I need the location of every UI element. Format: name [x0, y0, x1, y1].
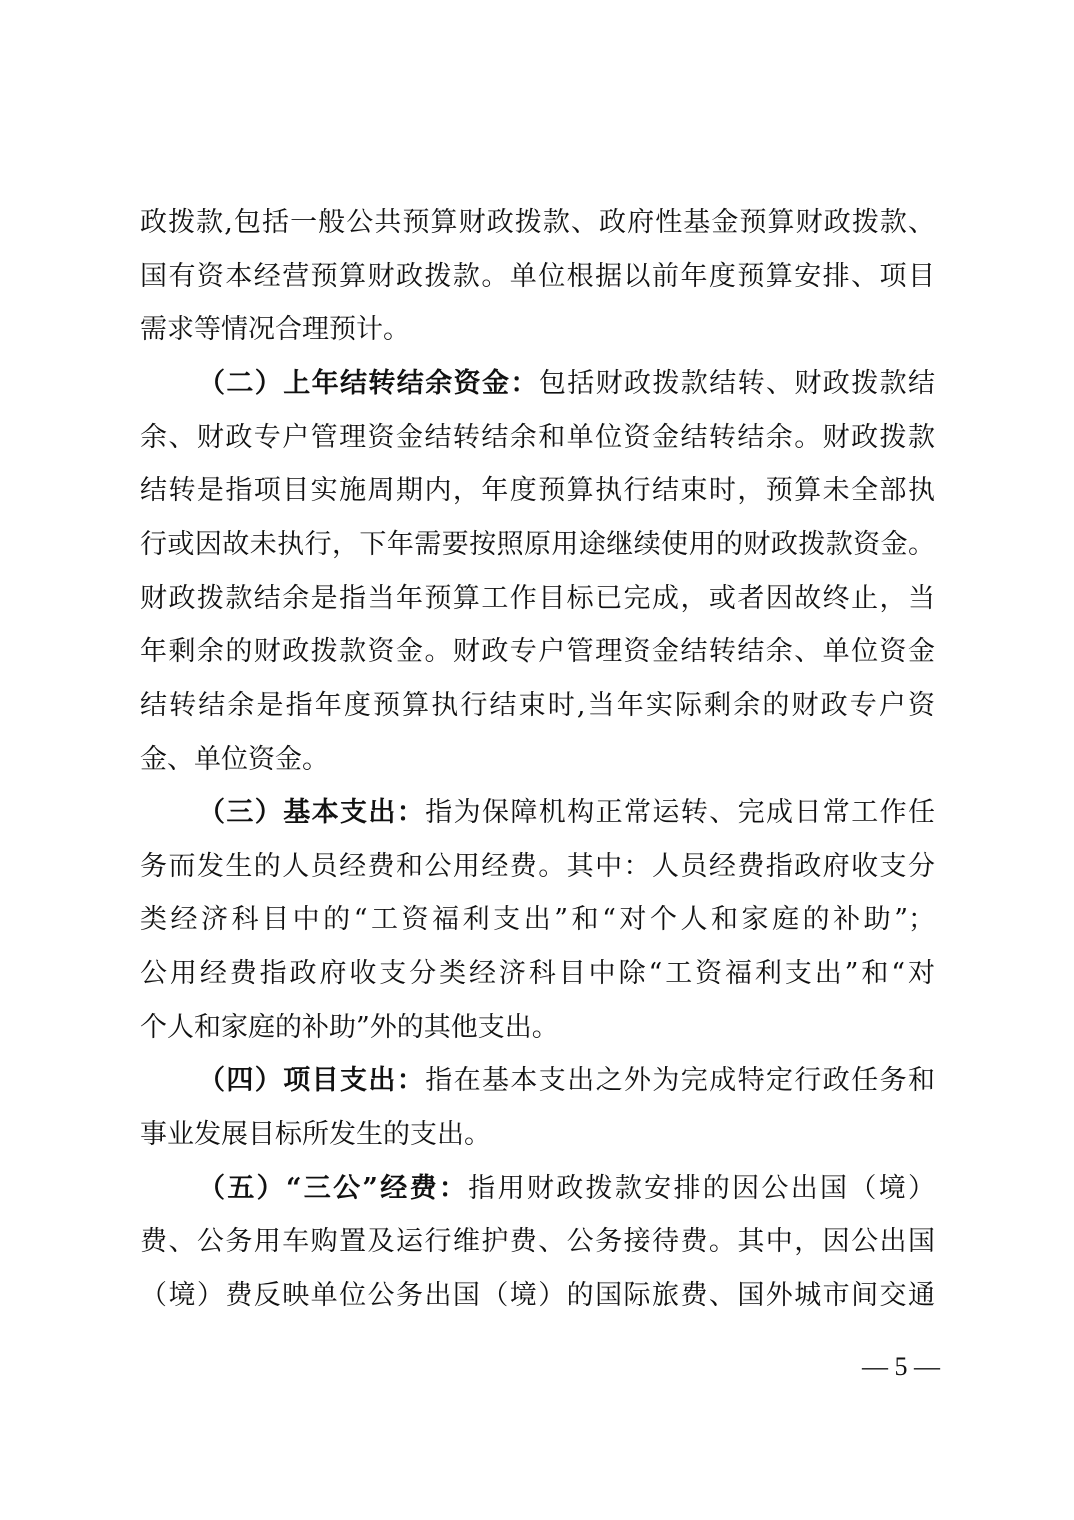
text-line [140, 1172, 935, 1206]
section-heading: （二）上年结转结余资金： [198, 367, 539, 399]
text-line [140, 635, 935, 669]
body-text: 事业发展目标所发生的支出。 [140, 1119, 491, 1151]
section-heading: （五）“三公”经费： [198, 1172, 469, 1204]
body-text: 费、公务用车购置及运行维护费、公务接待费。其中，因公出国 [140, 1226, 935, 1258]
body-text: 指在基本支出之外为完成特定行政任务和 [425, 1065, 936, 1097]
text-line [140, 1225, 935, 1259]
body-text: 政拨款,包括一般公共预算财政拨款、政府性基金预算财政拨款、 [140, 207, 935, 238]
section-heading: （三）基本支出： [198, 797, 426, 829]
text-line [140, 743, 935, 777]
body-text: 结转是指项目实施周期内，年度预算执行结束时，预算未全部执 [140, 475, 935, 507]
page-number: — 5 — [862, 1352, 940, 1381]
text-line [140, 474, 935, 508]
body-text: 余、财政专户管理资金结转结余和单位资金结转结余。财政拨款 [140, 421, 935, 453]
text-line [140, 903, 935, 937]
text-line [140, 582, 935, 616]
text-line [140, 850, 935, 884]
text-line [140, 1279, 935, 1313]
text-line [140, 1011, 935, 1045]
text-line [140, 206, 935, 240]
text-line [140, 689, 935, 723]
text-line [140, 528, 935, 562]
body-text: （境）费反映单位公务出国（境）的国际旅费、国外城市间交通 [140, 1280, 935, 1311]
text-line [140, 957, 935, 991]
body-text: 指为保障机构正常运转、完成日常工作任 [425, 797, 936, 829]
body-text: 需求等情况合理预计。 [140, 314, 410, 346]
text-line [140, 313, 935, 347]
body-text: 金、单位资金。 [140, 743, 329, 775]
text-line [140, 367, 935, 401]
body-text: 类经济科目中的“工资福利支出”和“对个人和家庭的补助”； [140, 904, 935, 936]
body-text: 包括财政拨款结转、财政拨款结 [538, 367, 936, 399]
body-text: 结转结余是指年度预算执行结束时,当年实际剩余的财政专户资 [140, 689, 935, 721]
body-text: 指用财政拨款安排的因公出国（境） [468, 1172, 936, 1204]
body-text: 财政拨款结余是指当年预算工作目标已完成，或者因故终止，当 [140, 582, 935, 614]
body-text: 行或因故未执行，下年需要按照原用途继续使用的财政拨款资金。 [140, 528, 935, 560]
body-text: 年剩余的财政拨款资金。财政专户管理资金结转结余、单位资金 [140, 636, 935, 668]
text-line [140, 1118, 935, 1152]
text-line [140, 421, 935, 455]
text-line [140, 260, 935, 294]
text-line [140, 796, 935, 830]
body-text: 个人和家庭的补助”外的其他支出。 [140, 1011, 559, 1043]
section-heading: （四）项目支出： [198, 1065, 426, 1097]
body-text: 国有资本经营预算财政拨款。单位根据以前年度预算安排、项目 [140, 260, 935, 292]
body-text: 公用经费指政府收支分类经济科目中除“工资福利支出”和“对 [140, 958, 935, 990]
body-text: 务而发生的人员经费和公用经费。其中：人员经费指政府收支分 [140, 850, 935, 882]
text-line [140, 1064, 935, 1098]
